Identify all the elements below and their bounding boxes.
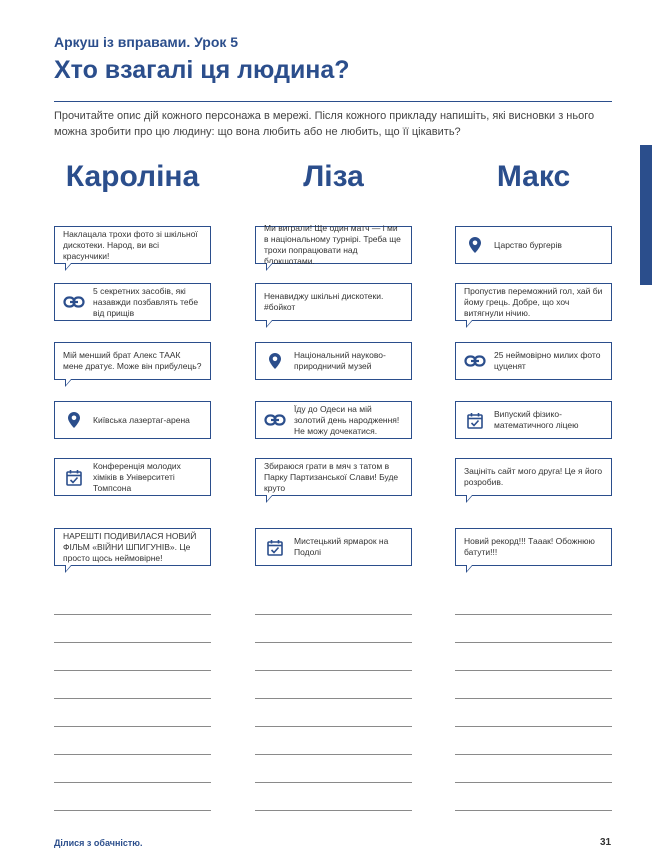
card-text: Збираюся грати в мяч з татом в Парку Партизанської Слави! Буде круто bbox=[264, 460, 399, 493]
answer-line[interactable] bbox=[54, 670, 211, 671]
card-text: НАРЕШТІ ПОДИВИЛАСЯ НОВИЙ ФІЛЬМ «ВІЙНИ ШПИГУНІВ». Це просто щось неймовірне! bbox=[63, 530, 197, 563]
calendar-check-icon bbox=[464, 412, 486, 429]
answer-line[interactable] bbox=[255, 810, 412, 811]
post-card bbox=[255, 458, 412, 496]
card-text: Ненавиджу шкільні дискотеки. #бойкот bbox=[264, 291, 384, 312]
card-text: Конференція молодих хіміків в Університеті Томпсона bbox=[93, 460, 181, 493]
column-heading: Ліза bbox=[303, 160, 364, 193]
answer-line[interactable] bbox=[455, 642, 612, 643]
link-icon bbox=[63, 296, 85, 308]
answer-line[interactable] bbox=[54, 782, 211, 783]
answer-line[interactable] bbox=[54, 726, 211, 727]
place-card bbox=[455, 226, 612, 264]
column-heading: Макс bbox=[496, 160, 571, 193]
card-text: Випуский фізико-математичного ліцею bbox=[494, 409, 579, 430]
worksheet-subtitle: Аркуш із вправами. Урок 5 bbox=[54, 34, 239, 50]
card-text: Наклацала трохи фото зі шкільної дискотеки. Народ, ви всі красунчики! bbox=[63, 228, 198, 261]
place-card bbox=[54, 401, 211, 439]
answer-line[interactable] bbox=[455, 726, 612, 727]
link-icon bbox=[464, 355, 486, 367]
post-card bbox=[54, 342, 211, 380]
post-card bbox=[455, 458, 612, 496]
answer-line[interactable] bbox=[455, 754, 612, 755]
card-text: Київська лазертаг-арена bbox=[93, 414, 190, 425]
card-text: Ми виграли! Ще один матч — і ми в національному турнірі. Треба ще трохи попрацювати над блокшотами. bbox=[264, 223, 401, 266]
event-card bbox=[54, 458, 211, 496]
answer-line[interactable] bbox=[455, 782, 612, 783]
card-text: 5 секретних засобів, які назавжди позбавлять тебе від прищів bbox=[93, 285, 199, 318]
post-card bbox=[455, 528, 612, 566]
event-card bbox=[455, 401, 612, 439]
calendar-check-icon bbox=[63, 469, 85, 486]
answer-line[interactable] bbox=[255, 698, 412, 699]
post-card bbox=[455, 283, 612, 321]
answer-line[interactable] bbox=[455, 614, 612, 615]
answer-line[interactable] bbox=[54, 614, 211, 615]
answer-line[interactable] bbox=[54, 698, 211, 699]
side-tab-marker bbox=[640, 145, 652, 285]
event-card bbox=[255, 528, 412, 566]
column-heading: Кароліна bbox=[65, 160, 200, 193]
card-text: 25 неймовірно милих фото цуценят bbox=[494, 350, 601, 371]
page-number: 31 bbox=[600, 837, 612, 848]
place-card bbox=[255, 342, 412, 380]
location-pin-icon bbox=[264, 352, 286, 370]
link-icon bbox=[264, 414, 286, 426]
answer-line[interactable] bbox=[54, 754, 211, 755]
page-title: Хто взагалі ця людина? bbox=[54, 56, 350, 84]
answer-line[interactable] bbox=[255, 782, 412, 783]
footer-tagline: Ділися з обачністю. bbox=[54, 838, 143, 848]
location-pin-icon bbox=[63, 411, 85, 429]
card-text: Національний науково-природничий музей bbox=[294, 350, 386, 371]
post-card bbox=[255, 223, 412, 266]
link-card bbox=[455, 342, 612, 380]
answer-line[interactable] bbox=[54, 810, 211, 811]
link-card bbox=[54, 283, 211, 321]
answer-line[interactable] bbox=[455, 810, 612, 811]
card-text: Пропустив переможний гол, хай би йому грець. Добре, що хоч витягнули нічию. bbox=[464, 285, 603, 318]
calendar-check-icon bbox=[264, 539, 286, 556]
location-pin-icon bbox=[464, 236, 486, 254]
card-text: Мій менший брат Алекс ТААК мене дратує. Може він прибулець? bbox=[63, 350, 202, 371]
post-card bbox=[54, 226, 211, 264]
intro-paragraph: Прочитайте опис дій кожного персонажа в мережі. Після кожного прикладу напишіть, які висновки з нього можна зробити про цю людину: що вона любить або не любить, що її цікавить? bbox=[54, 110, 595, 138]
answer-line[interactable] bbox=[255, 670, 412, 671]
answer-line[interactable] bbox=[54, 642, 211, 643]
answer-line[interactable] bbox=[255, 642, 412, 643]
card-text: Їду до Одеси на мій золотий день народження! Не можу дочекатися. bbox=[294, 403, 400, 436]
post-card bbox=[255, 283, 412, 321]
card-text: Зацініть сайт мого друга! Це я його розробив. bbox=[464, 466, 603, 487]
card-text: Царство бургерів bbox=[494, 239, 562, 250]
card-text: Новий рекорд!!! Тааак! Обожнюю батути!!! bbox=[464, 536, 595, 557]
link-card bbox=[255, 401, 412, 439]
card-text: Мистецький ярмарок на Подолі bbox=[294, 536, 389, 557]
post-card bbox=[54, 528, 211, 566]
title-divider bbox=[54, 101, 612, 102]
answer-line[interactable] bbox=[255, 726, 412, 727]
answer-line[interactable] bbox=[455, 670, 612, 671]
answer-line[interactable] bbox=[255, 614, 412, 615]
answer-line[interactable] bbox=[255, 754, 412, 755]
answer-line[interactable] bbox=[455, 698, 612, 699]
